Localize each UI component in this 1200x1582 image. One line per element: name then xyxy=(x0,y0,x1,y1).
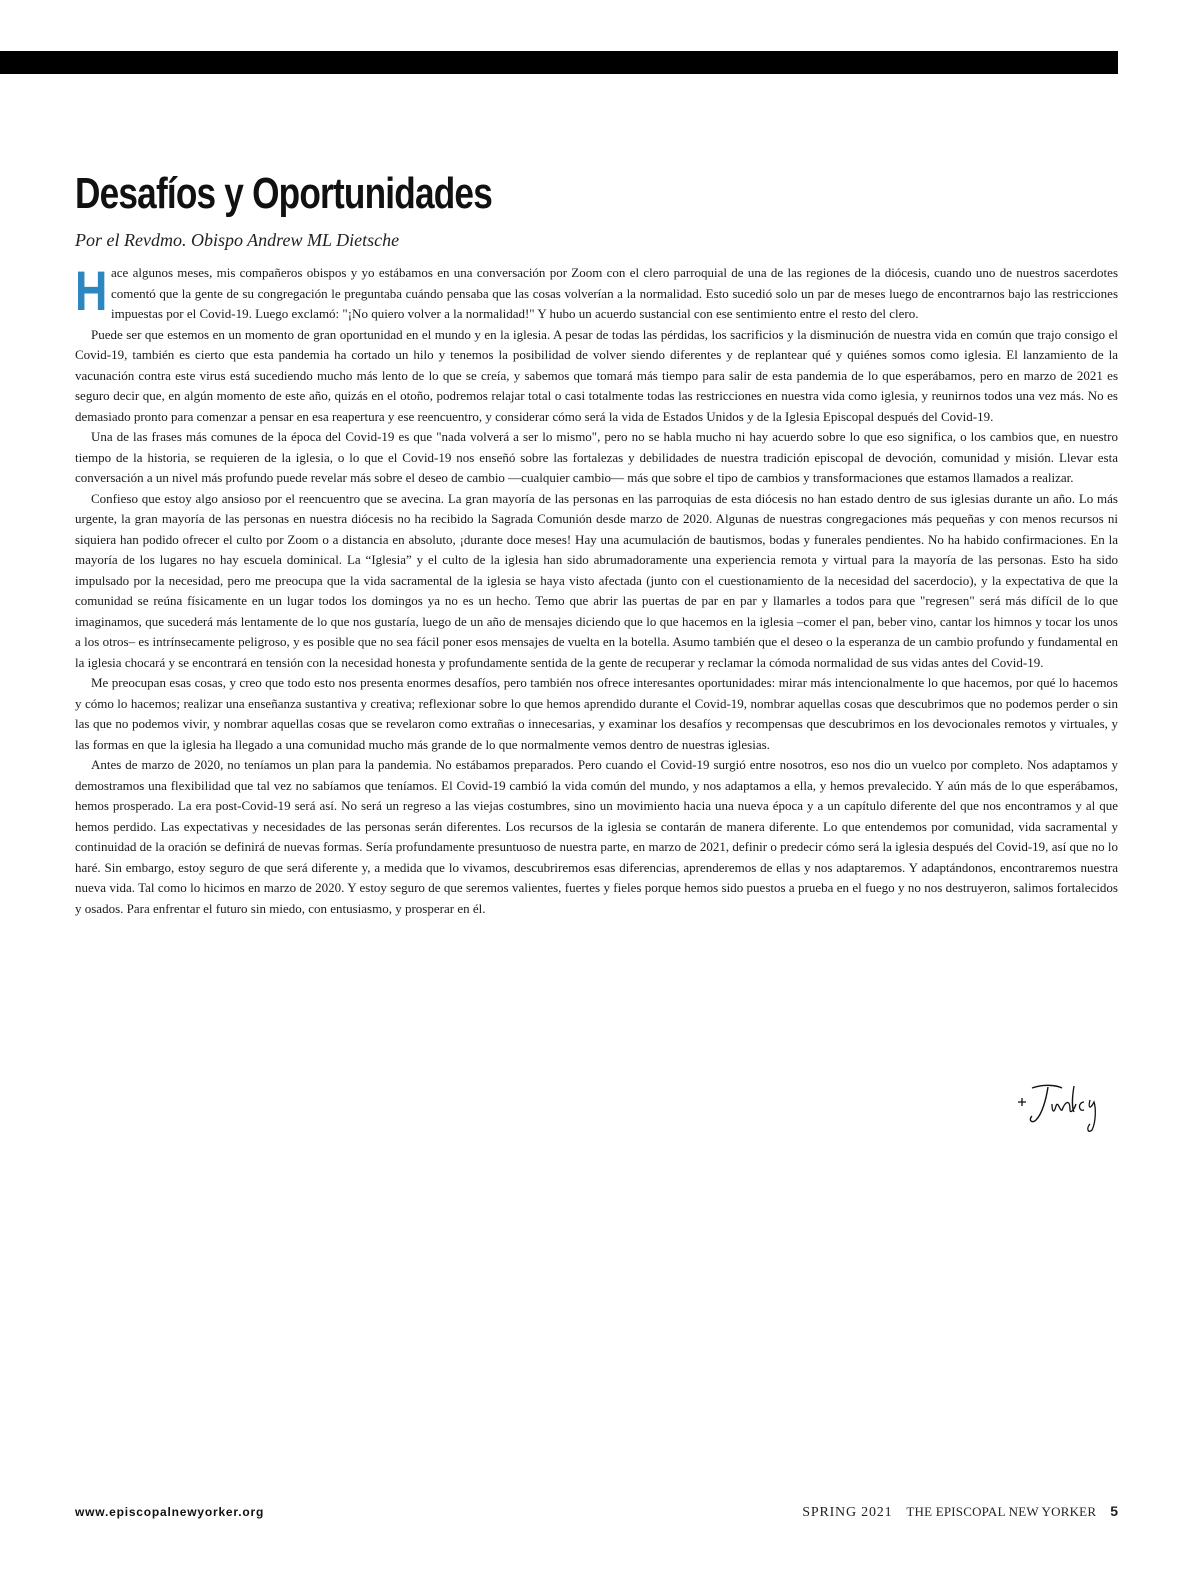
drop-cap: H xyxy=(75,259,108,322)
header-bar xyxy=(0,51,1118,74)
paragraph-1-text: ace algunos meses, mis compañeros obispos y yo estábamos en una conversación por Zoom con el clero parroquial de una de las regiones de la diócesis, cuando uno de nuestros sacerdotes comentó que la gente de su congregación le preguntaba cuándo pensaba que las cosas volverían a la normalidad. Esto sucedió solo un par de meses luego de encontrarnos bajo las restricciones impuestas por el Covid-19. Luego exclamó: "¡No quiero volver a la normalidad!" Y hubo un acuerdo sustancial con ese sentimiento entre el resto del clero. xyxy=(111,265,1118,321)
publication-name: THE EPISCOPAL NEW YORKER xyxy=(906,1504,1097,1519)
article-paragraph-4: Confieso que estoy algo ansioso por el reencuentro que se avecina. La gran mayoría de las personas en las parroquias de esta diócesis no han estado dentro de sus iglesias durante un año. Lo más urgente, la gran mayoría de las personas en nuestra diócesis no ha recibido la Sagrada Comunión desde marzo de 2020. Algunas de nuestras congregaciones más pequeñas y con menos recursos ni siquiera han podido ofrecer el culto por Zoom o a distancia en absoluto, ¡durante doce meses! Hay una acumulación de bautismos, bodas y funerales pendientes. No ha habido confirmaciones. En la mayoría de los lugares no hay escuela dominical. La “Iglesia” y el culto de la iglesia han sido abrumadoramente una experiencia remota y virtual para la mayoría de las personas. Esto ha sido impulsado por la necesidad, pero me preocupa que la vida sacramental de la iglesia se haya visto afectada (junto con el cuestionamiento de la necesidad del sacerdocio), y la expectativa de que la comunidad se reúna físicamente en un lugar todos los domingos ya no es un hecho. Temo que abrir las puertas de par en par y llamarles a todos para que "regresen" será más difícil de lo que imaginamos, que sucederá más lentamente de lo que nos gustaría, luego de un año de mensajes diciendo que lo que hacemos en la iglesia –comer el pan, beber vino, cantar los himnos y tocar los unos a los otros– es intrínsecamente peligroso, y es posible que no sea fácil poner esos mensajes de vuelta en la botella. Asumo también que el deseo o la esperanza de un cambio profundo y fundamental en la iglesia chocará y se encontrará en tensión con la necesidad honesta y profundamente sentida de la gente de recuperar y reclamar la cómoda normalidad de sus vidas antes del Covid-19. xyxy=(75,490,1118,670)
article-paragraph-5: Me preocupan esas cosas, y creo que todo esto nos presenta enormes desafíos, pero también nos ofrece interesantes oportunidades: mirar más intencionalmente lo que hacemos, por qué lo hacemos y cómo lo hacemos; realizar una enseñanza sustantiva y creativa; reflexionar sobre lo que hemos aprendido durante el Covid-19, nombrar aquellas cosas que descubrimos que no podemos perder o sin las que no podemos vivir, y nombrar aquellas cosas que se revelaron como extrañas o innecesarias, y examinar los desafíos y recompensas que descubrimos en los devocionales remotos y virtuales, y las formas en que la iglesia ha llegado a una comunidad mucho más grande de lo que normalmente vemos dentro de nuestras iglesias. xyxy=(75,675,1118,752)
article-paragraph-2: Puede ser que estemos en un momento de gran oportunidad en el mundo y en la iglesia. A pesar de todas las pérdidas, los sacrificios y la disminución de nuestra vida en común que trajo consigo el Covid-19, también es cierto que esta pandemia ha cortado un hilo y tenemos la posibilidad de volver siendo diferentes y de replantear qué y quiénes somos como iglesia. El lanzamiento de la vacunación contra este virus está sucediendo mucho más lento de lo que se creía, y sabemos que tomará más tiempo para salir de esta pandemia de lo que esperábamos, pero en marzo de 2021 es seguro decir que, en algún momento de este año, quizás en el otoño, podremos relajar total o casi totalmente todas las restricciones en nuestra vida como iglesia, y reunirnos todos una vez más. No es demasiado pronto para comenzar a pensar en esa reapertura y ese reencuentro, y considerar cómo será la vida de Estados Unidos y de la Iglesia Episcopal después del Covid-19. xyxy=(75,326,1118,424)
article-paragraph-1 xyxy=(75,259,1118,325)
footer-right xyxy=(802,1503,1118,1521)
website-url: www.episcopalnewyorker.org xyxy=(75,1505,265,1519)
page-footer xyxy=(75,1503,1118,1521)
page-number: 5 xyxy=(1110,1503,1118,1519)
issue-label: SPRING 2021 xyxy=(802,1505,893,1520)
signature-image xyxy=(1012,1080,1112,1136)
article-paragraph-6: Antes de marzo de 2020, no teníamos un plan para la pandemia. No estábamos preparados. Pero cuando el Covid-19 surgió entre nosotros, eso nos dio un vuelco por completo. Nos adaptamos y demostramos una flexibilidad que tal vez no sabíamos que teníamos. El Covid-19 cambió la vida común del mundo, y nos adaptamos a ella, y hemos prevalecido. Y aún más de lo que esperábamos, hemos prosperado. La era post-Covid-19 será así. No será un regreso a las viejas costumbres, sino un movimiento hacia una nueva época y a un capítulo diferente del que nos encontramos y al que hemos perdido. Las expectativas y necesidades de las personas serán diferentes. Los recursos de la iglesia se contarán de manera diferente. Lo que entendemos por comunidad, vida sacramental y continuidad de la oración se definirá de nuevas formas. Sería profundamente presuntuoso de nuestra parte, en marzo de 2021, definir o predecir cómo será la iglesia después del Covid-19, así que no lo haré. Sin embargo, estoy seguro de que será diferente y, a medida que lo vivamos, descubriremos esas diferencias, aprenderemos de ellas y nos adaptaremos. Y adaptándonos, encontraremos nuestra nueva vida. Tal como lo hicimos en marzo de 2020. Y estoy seguro de que seremos valientes, fuertes y fieles porque hemos sido puestos a prueba en el fuego y no nos destruyeron, salimos fortalecidos y osados. Para enfrentar el futuro sin miedo, con entusiasmo, y prosperar en él. xyxy=(75,757,1118,916)
article-byline: Por el Revdmo. Obispo Andrew ML Dietsche xyxy=(75,230,400,250)
article-title: Desafíos y Oportunidades xyxy=(75,169,492,218)
article-body xyxy=(75,259,1118,919)
article-paragraph-3: Una de las frases más comunes de la época del Covid-19 es que "nada volverá a ser lo mismo", pero no se habla mucho ni hay acuerdo sobre lo que eso significa, o los cambios que, en nuestro tiempo de la historia, se requieren de la iglesia, o lo que el Covid-19 nos enseñó sobre las fortalezas y debilidades de nuestra tradición episcopal de devoción, comunidad y misión. Llevar esta conversación a un nivel más profundo puede revelar más sobre el deseo de cambio —cualquier cambio— más que sobre el tipo de cambios y transformaciones que estamos llamados a realizar. xyxy=(75,429,1118,485)
